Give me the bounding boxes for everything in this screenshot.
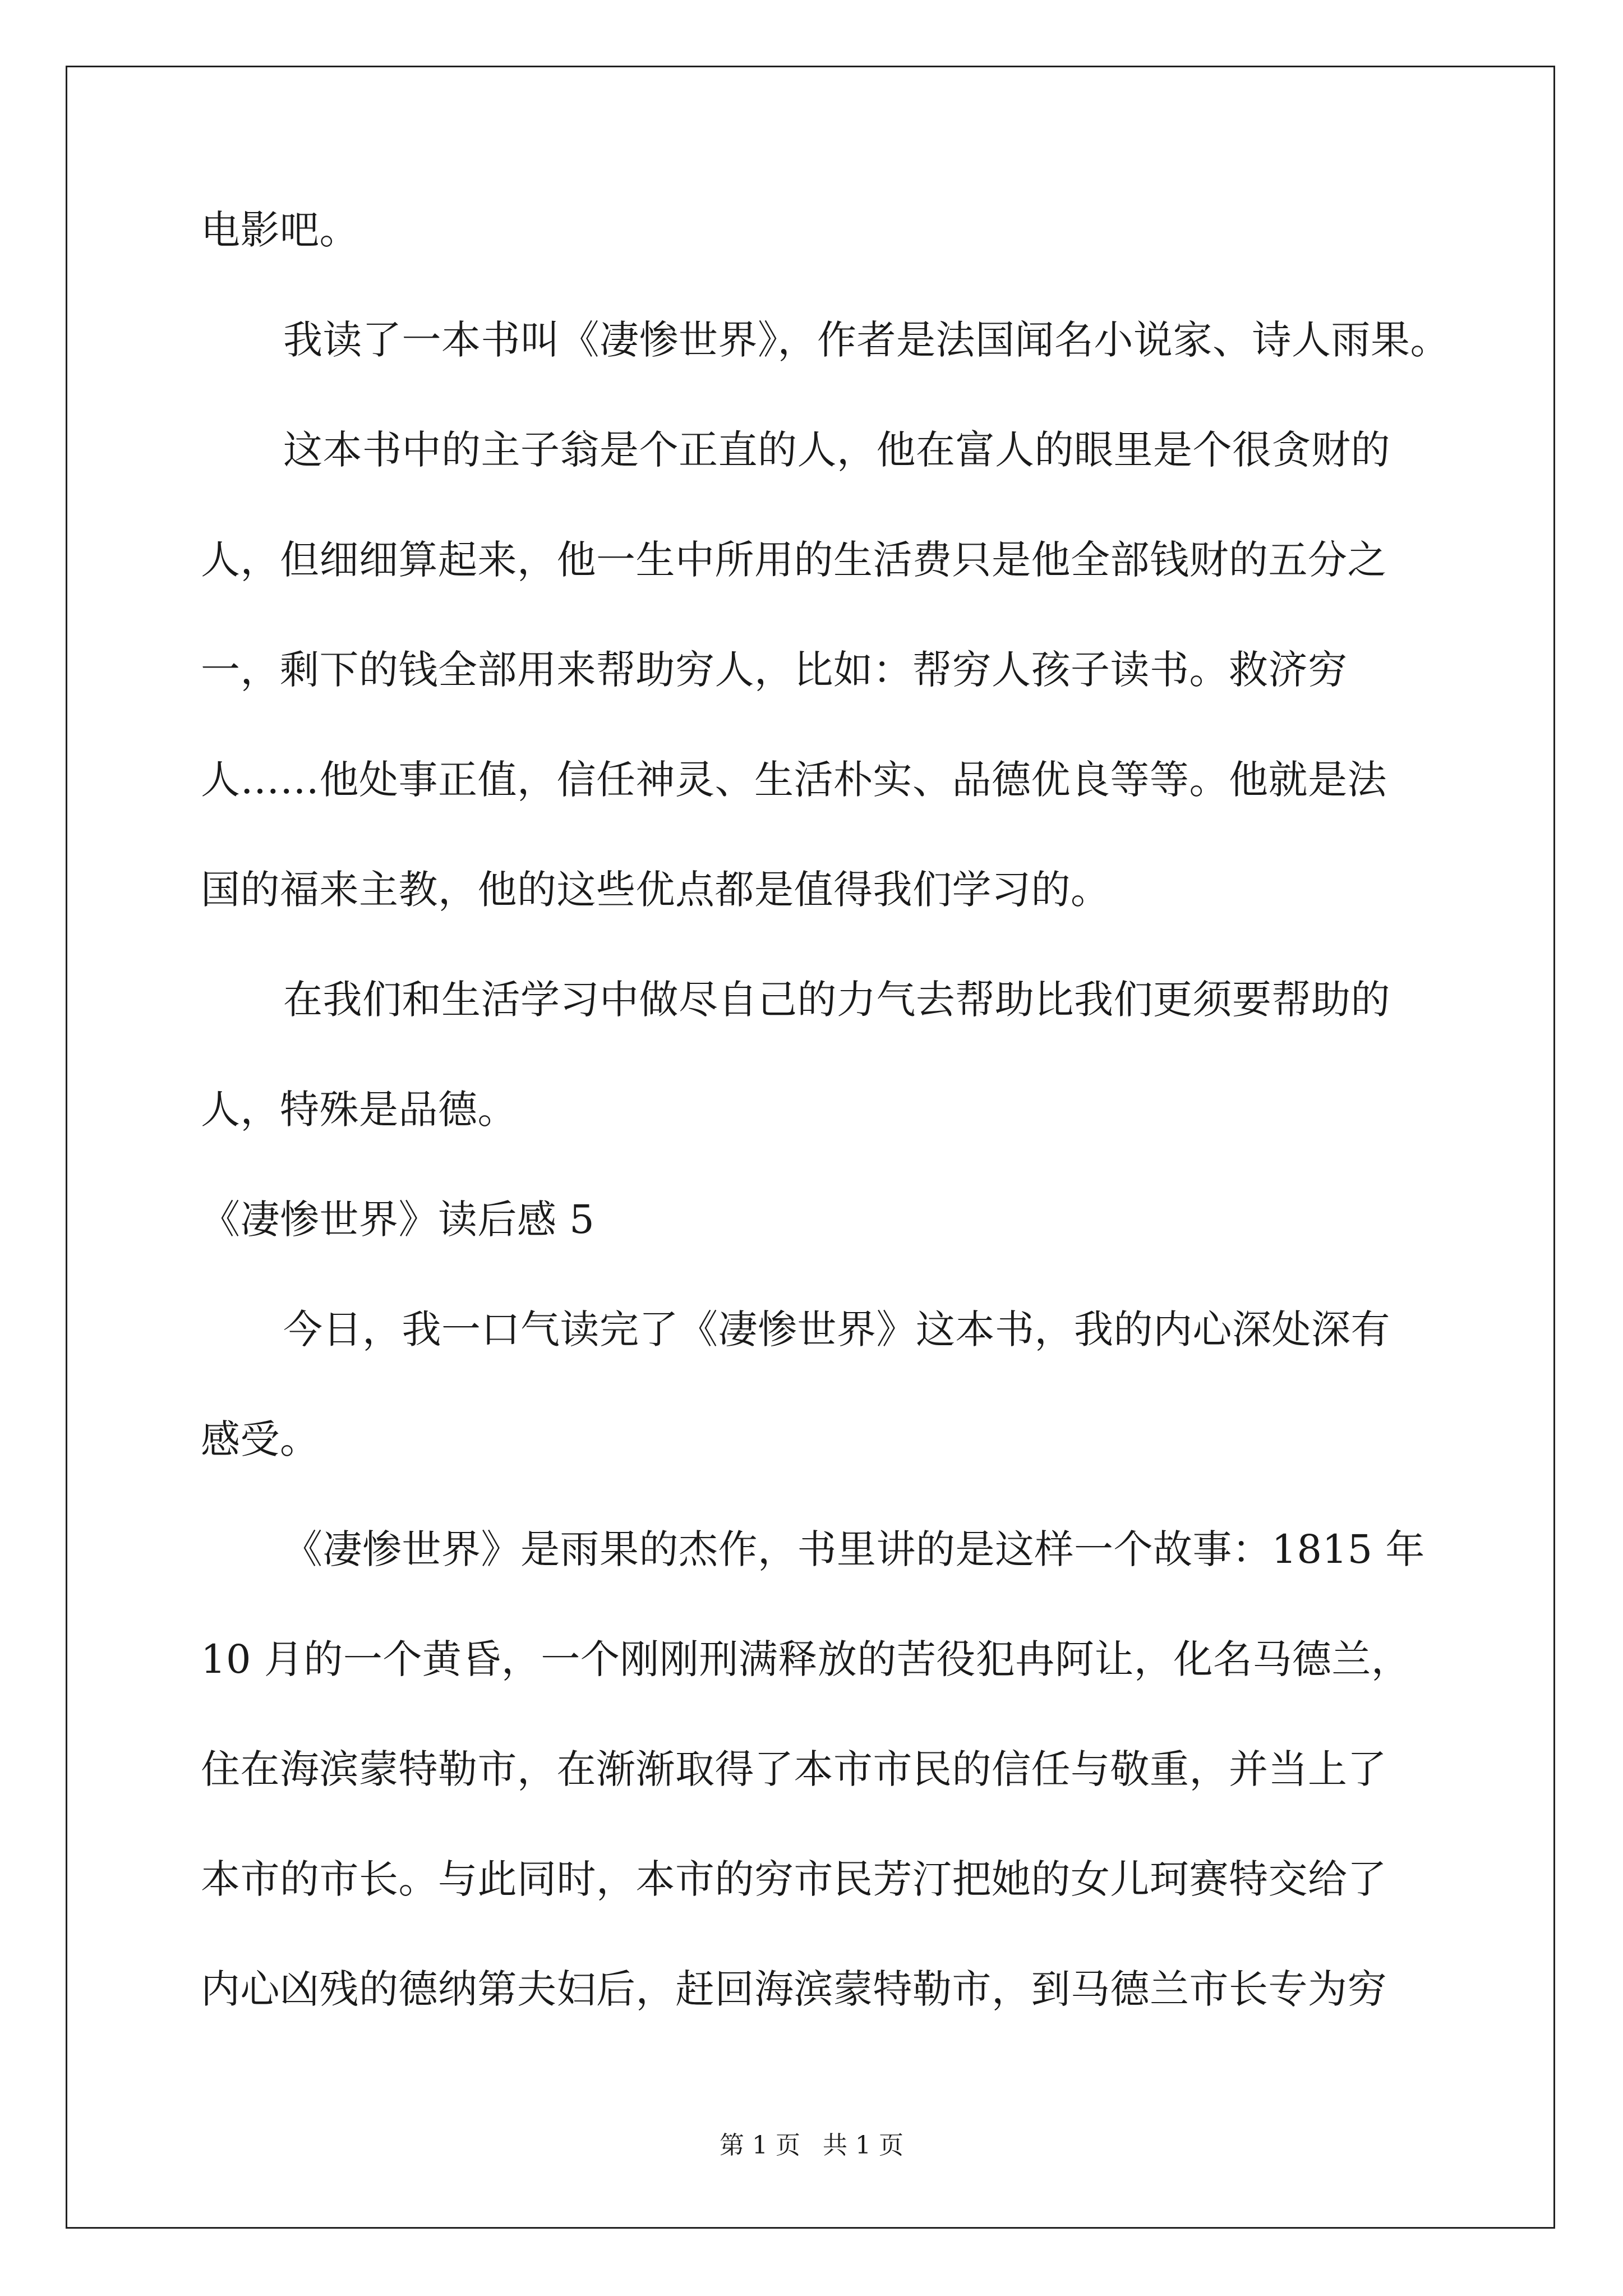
text-line: 国的福来主教，他的这些优点都是值得我们学习的。: [201, 867, 1110, 913]
text-line: 住在海滨蒙特勒市，在渐渐取得了本市市民的信任与敬重，并当上了: [201, 1746, 1387, 1792]
text-line: 电影吧。: [201, 207, 359, 253]
text-line: 一，剩下的钱全部用来帮助穷人，比如：帮穷人孩子读书。救济穷: [201, 647, 1348, 693]
text-line: 今日，我一口气读完了《凄惨世界》这本书，我的内心深处深有: [283, 1306, 1390, 1352]
text-line: 这本书中的主子翁是个正直的人，他在富人的眼里是个很贪财的: [283, 427, 1390, 473]
page-number: 第 1 页: [720, 2131, 800, 2160]
text-line: 人，特殊是品德。: [201, 1087, 517, 1133]
text-line: 人，但细细算起来，他一生中所用的生活费只是他全部钱财的五分之: [201, 537, 1387, 583]
text-line: 《凄惨世界》是雨果的杰作，书里讲的是这样一个故事：1815 年: [283, 1526, 1425, 1572]
page-footer: [0, 2129, 1623, 2162]
text-line: 人……他处事正值，信任神灵、生活朴实、品德优良等等。他就是法: [201, 757, 1387, 803]
section-heading: 《凄惨世界》读后感 5: [201, 1197, 595, 1243]
text-line: 在我们和生活学习中做尽自己的力气去帮助比我们更须要帮助的: [283, 977, 1390, 1023]
text-line: 本市的市长。与此同时，本市的穷市民芳汀把她的女儿珂赛特交给了: [201, 1856, 1387, 1902]
text-line: 10 月的一个黄昏，一个刚刚刑满释放的苦役犯冉阿让，化名马德兰，: [201, 1636, 1411, 1682]
text-line: 感受。: [201, 1416, 320, 1462]
text-line: 内心凶残的德纳第夫妇后，赶回海滨蒙特勒市，到马德兰市长专为穷: [201, 1966, 1387, 2012]
page-total: 共 1 页: [823, 2131, 903, 2160]
text-line: 我读了一本书叫《凄惨世界》，作者是法国闻名小说家、诗人雨果。: [283, 317, 1450, 363]
